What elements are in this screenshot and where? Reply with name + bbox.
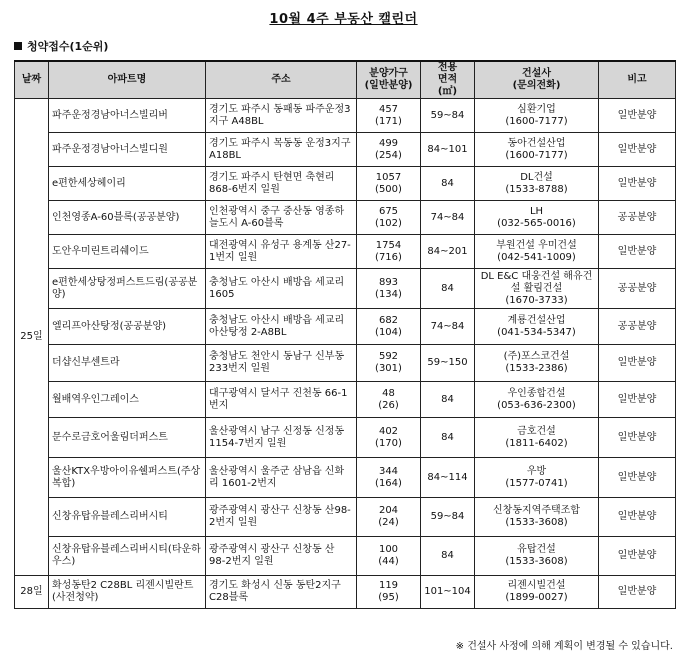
note: 일반분양 <box>599 167 676 201</box>
address: 울산광역시 남구 신정동 신정동 1154-7번지 일원 <box>206 418 357 458</box>
area: 101~104 <box>421 576 475 609</box>
header-note: 비고 <box>599 61 676 99</box>
apartment-name: 파주운정경남아너스빌리버 <box>49 99 206 133</box>
builder-cell <box>475 537 599 576</box>
table-row <box>15 201 676 235</box>
builder-name: (주)포스코건설 <box>503 351 570 362</box>
address: 충청남도 아산시 배방읍 세교리 1605 <box>206 269 357 309</box>
address: 광주광역시 광산구 신창동 산 98-2번지 일원 <box>206 537 357 576</box>
units-cell <box>357 498 421 537</box>
builder-phone: (032-565-0016) <box>497 217 576 229</box>
section-label: 청약접수(1순위) <box>27 40 109 53</box>
general-units: (500) <box>375 183 402 195</box>
apartment-name: 신창유탑유블레스리버시티(타운하우스) <box>49 537 206 576</box>
area: 84 <box>421 537 475 576</box>
apartment-name: 더샵신부센트라 <box>49 345 206 382</box>
table-row <box>15 345 676 382</box>
units-cell <box>357 269 421 309</box>
units-cell <box>357 99 421 133</box>
general-units: (164) <box>375 477 402 489</box>
apartment-name: 월배역우인그레이스 <box>49 382 206 418</box>
builder-phone: (1533-3608) <box>505 556 568 567</box>
apartment-name: 도안우미린트리쉐이드 <box>49 235 206 269</box>
section-heading <box>14 38 108 54</box>
units-cell <box>357 345 421 382</box>
table-row <box>15 309 676 345</box>
address: 광주광역시 광산구 신창동 산98-2번지 일원 <box>206 498 357 537</box>
general-units: (171) <box>375 115 402 127</box>
area: 84 <box>421 382 475 418</box>
header-area <box>421 61 475 99</box>
general-units: (26) <box>378 399 399 411</box>
units-cell <box>357 133 421 167</box>
builder-name: 동아건설산업 <box>507 137 566 149</box>
total-units: 499 <box>378 137 399 149</box>
address: 충청남도 천안시 동남구 신부동 233번지 일원 <box>206 345 357 382</box>
builder-cell <box>475 235 599 269</box>
builder-cell <box>475 99 599 133</box>
units-cell <box>357 201 421 235</box>
general-units: (24) <box>378 517 399 528</box>
square-bullet-icon <box>14 42 22 50</box>
builder-cell <box>475 576 599 609</box>
total-units: 893 <box>378 276 399 288</box>
total-units: 1754 <box>375 239 402 251</box>
table-row <box>15 167 676 201</box>
header-units <box>357 61 421 99</box>
total-units: 119 <box>378 580 399 591</box>
header-date: 날짜 <box>15 61 49 99</box>
apartment-name: 인천영종A-60블록(공공분양) <box>49 201 206 235</box>
total-units: 402 <box>378 425 399 437</box>
builder-phone: (1899-0027) <box>505 592 568 603</box>
header-builder-line1: 건설사 <box>522 68 551 79</box>
note: 일반분양 <box>599 99 676 133</box>
note: 일반분양 <box>599 133 676 167</box>
builder-phone: (042-541-1009) <box>497 251 576 263</box>
table-row <box>15 576 676 609</box>
units-cell <box>357 458 421 498</box>
table-row <box>15 537 676 576</box>
total-units: 344 <box>378 465 399 477</box>
note: 공공분양 <box>599 309 676 345</box>
address: 울산광역시 울주군 삼남읍 신화리 1601-2번지 <box>206 458 357 498</box>
builder-cell <box>475 167 599 201</box>
builder-cell <box>475 133 599 167</box>
header-builder <box>475 61 599 99</box>
builder-phone: (1811-6402) <box>505 437 568 449</box>
header-units-line2: (일반분양) <box>364 80 413 91</box>
builder-name: 금호건설 <box>517 425 556 437</box>
apartment-name: e편한세상탕정퍼스트드림(공공분양) <box>49 269 206 309</box>
address: 대전광역시 유성구 용계동 산27-1번지 일원 <box>206 235 357 269</box>
builder-phone: (1533-8788) <box>505 183 568 195</box>
builder-phone: (1577-0741) <box>505 477 568 489</box>
note: 일반분양 <box>599 345 676 382</box>
builder-name: LH <box>529 205 544 217</box>
builder-name: 신창동지역주택조합 <box>493 505 580 516</box>
header-address: 주소 <box>206 61 357 99</box>
note: 일반분양 <box>599 537 676 576</box>
header-apartment: 아파트명 <box>49 61 206 99</box>
area: 74~84 <box>421 201 475 235</box>
builder-name: 우방 <box>526 465 547 477</box>
total-units: 100 <box>378 544 399 555</box>
general-units: (95) <box>378 592 399 603</box>
builder-phone: (1600-7177) <box>505 149 568 161</box>
address: 경기도 화성시 신동 동탄2지구 C28블록 <box>206 576 357 609</box>
apartment-name: 신창유탑유블레스리버시티 <box>49 498 206 537</box>
area: 74~84 <box>421 309 475 345</box>
total-units: 682 <box>378 314 399 326</box>
builder-phone: (1533-3608) <box>505 517 568 528</box>
header-area-line3: (㎡) <box>437 86 458 97</box>
note: 일반분양 <box>599 458 676 498</box>
builder-cell <box>475 458 599 498</box>
table-row <box>15 458 676 498</box>
units-cell <box>357 235 421 269</box>
total-units: 592 <box>378 351 399 362</box>
builder-name: 계룡건설산업 <box>507 314 566 326</box>
header-area-line1: 전용 <box>437 62 458 73</box>
area: 59~84 <box>421 99 475 133</box>
table-row <box>15 418 676 458</box>
builder-cell <box>475 382 599 418</box>
general-units: (104) <box>375 326 402 338</box>
builder-name: DL건설 <box>520 171 553 183</box>
general-units: (254) <box>375 149 402 161</box>
general-units: (134) <box>375 288 402 300</box>
table-row <box>15 269 676 309</box>
builder-cell <box>475 345 599 382</box>
total-units: 457 <box>378 103 399 115</box>
calendar-table <box>14 60 676 609</box>
general-units: (170) <box>375 437 402 449</box>
total-units: 675 <box>378 205 399 217</box>
units-cell <box>357 382 421 418</box>
address: 경기도 파주시 목동동 운정3지구 A18BL <box>206 133 357 167</box>
page-title: 10월 4주 부동산 캘린더 <box>269 12 418 27</box>
units-cell <box>357 537 421 576</box>
builder-name: 리젠시빌건설 <box>507 580 566 591</box>
area: 59~84 <box>421 498 475 537</box>
address: 대구광역시 달서구 진천동 66-1번지 <box>206 382 357 418</box>
units-cell <box>357 418 421 458</box>
apartment-name: 문수로금호어울림더퍼스트 <box>49 418 206 458</box>
note: 공공분양 <box>599 269 676 309</box>
builder-phone: (1670-3733) <box>505 294 568 306</box>
header-units-line1: 분양가구 <box>369 68 408 79</box>
table-row <box>15 382 676 418</box>
area: 84~114 <box>421 458 475 498</box>
total-units: 204 <box>378 505 399 516</box>
address: 인천광역시 중구 중산동 영종하늘도시 A-60블록 <box>206 201 357 235</box>
address: 충청남도 아산시 배방읍 세교리 아산탕정 2-A8BL <box>206 309 357 345</box>
units-cell <box>357 576 421 609</box>
address: 경기도 파주시 동패동 파주운정3지구 A48BL <box>206 99 357 133</box>
area: 84~101 <box>421 133 475 167</box>
general-units: (102) <box>375 217 402 229</box>
header-builder-line2: (문의전화) <box>512 80 561 91</box>
apartment-name: 엘리프아산탕정(공공분양) <box>49 309 206 345</box>
area: 84 <box>421 269 475 309</box>
date-cell: 25일 <box>15 99 49 576</box>
table-header-row <box>15 61 676 99</box>
note: 공공분양 <box>599 201 676 235</box>
builder-name: 심환기업 <box>517 103 556 115</box>
units-cell <box>357 167 421 201</box>
apartment-name: 파주운정경남아너스빌디원 <box>49 133 206 167</box>
builder-cell <box>475 418 599 458</box>
address: 경기도 파주시 탄현면 축현리 868-6번지 일원 <box>206 167 357 201</box>
general-units: (301) <box>375 363 402 374</box>
area: 84 <box>421 418 475 458</box>
note: 일반분양 <box>599 382 676 418</box>
builder-name: 우인종합건설 <box>507 387 566 399</box>
note: 일반분양 <box>599 235 676 269</box>
builder-phone: (1600-7177) <box>505 115 568 127</box>
table-row <box>15 235 676 269</box>
table-row <box>15 99 676 133</box>
builder-phone: (1533-2386) <box>505 363 568 374</box>
builder-cell <box>475 309 599 345</box>
builder-cell <box>475 498 599 537</box>
note: 일반분양 <box>599 576 676 609</box>
builder-phone: (041-534-5347) <box>497 326 576 338</box>
general-units: (44) <box>378 556 399 567</box>
builder-name: 유탑건설 <box>517 544 556 555</box>
total-units: 48 <box>382 387 395 399</box>
apartment-name: 화성동탄2 C28BL 리젠시빌란트(사전청약) <box>49 576 206 609</box>
note: 일반분양 <box>599 418 676 458</box>
note: 일반분양 <box>599 498 676 537</box>
builder-name: DL E&C 대웅건설 해유건설 활림건설 <box>480 270 593 294</box>
builder-phone: (053-636-2300) <box>497 399 576 411</box>
apartment-name: 울산KTX우방아이유쉘퍼스트(주상복합) <box>49 458 206 498</box>
builder-cell <box>475 201 599 235</box>
area: 59~150 <box>421 345 475 382</box>
builder-name: 부원건설 우미건설 <box>496 239 577 251</box>
units-cell <box>357 309 421 345</box>
date-cell: 28일 <box>15 576 49 609</box>
table-row <box>15 498 676 537</box>
header-area-line2: 면적 <box>437 74 458 85</box>
total-units: 1057 <box>375 171 402 183</box>
general-units: (716) <box>375 251 402 263</box>
builder-cell <box>475 269 599 309</box>
apartment-name: e편한세상헤이리 <box>49 167 206 201</box>
footnote: ※ 건설사 사정에 의해 계획이 변경될 수 있습니다. <box>455 641 673 652</box>
area: 84~201 <box>421 235 475 269</box>
area: 84 <box>421 167 475 201</box>
table-row <box>15 133 676 167</box>
